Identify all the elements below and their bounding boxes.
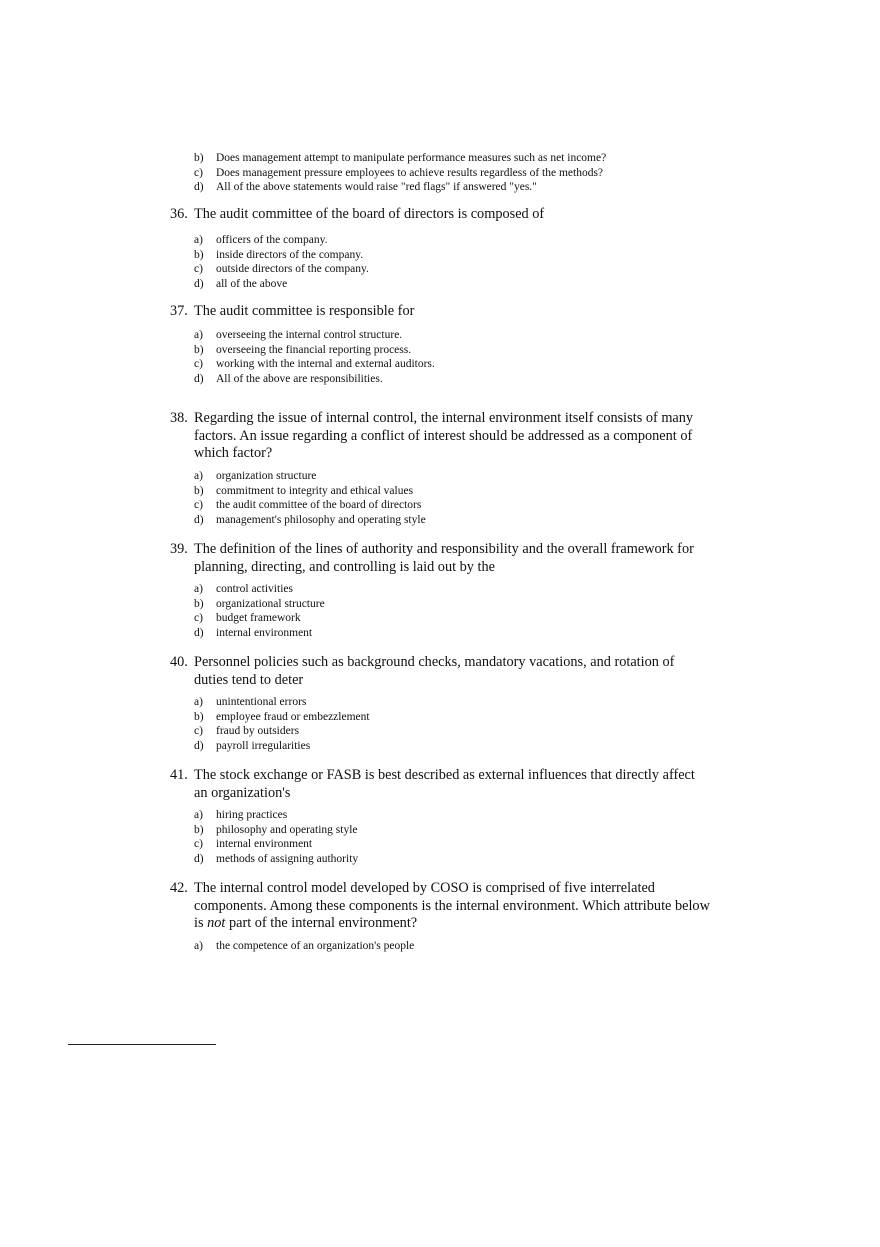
question-text xyxy=(194,880,710,933)
question-text: The audit committee is responsible for xyxy=(194,303,415,319)
option-letter: b) xyxy=(194,823,204,836)
option-letter: d) xyxy=(194,181,204,193)
continued-options-list xyxy=(194,151,606,195)
question-text-before: The internal control model developed by COSO is comprised of five interrelated components. Among these components is the internal environment. Which attribute below is xyxy=(194,880,710,931)
option-item xyxy=(194,262,369,277)
option-letter: c) xyxy=(194,725,203,737)
option-item xyxy=(194,695,370,710)
question-number: 39. xyxy=(170,541,188,557)
option-text: Does management pressure employees to achieve results regardless of the methods? xyxy=(216,166,604,179)
option-item xyxy=(194,626,325,641)
option-text: all of the above xyxy=(216,277,288,290)
question-36 xyxy=(170,206,710,224)
option-item xyxy=(194,611,325,626)
question-text: The definition of the lines of authority and responsibility and the overall framework for planning, directing, and controlling is laid out by the xyxy=(194,541,694,575)
option-item xyxy=(194,852,358,867)
option-text: methods of assigning authority xyxy=(216,852,359,865)
question-41 xyxy=(170,767,710,802)
option-letter: c) xyxy=(194,838,203,850)
question-number: 41. xyxy=(170,767,188,783)
option-text: Does management attempt to manipulate performance measures such as net income? xyxy=(216,152,607,164)
option-text: organization structure xyxy=(216,470,317,482)
question-39-options xyxy=(194,582,325,640)
option-letter: a) xyxy=(194,329,203,341)
option-item xyxy=(194,180,606,195)
option-text: internal environment xyxy=(216,838,313,850)
option-item xyxy=(194,343,435,358)
option-text: inside directors of the company. xyxy=(216,248,364,261)
option-letter: a) xyxy=(194,809,203,821)
option-item xyxy=(194,372,435,387)
option-item xyxy=(194,710,370,725)
option-letter: c) xyxy=(194,166,203,179)
footnote-separator xyxy=(68,1044,216,1045)
option-item xyxy=(194,808,358,823)
option-item xyxy=(194,498,426,513)
option-item xyxy=(194,837,358,852)
option-letter: b) xyxy=(194,597,204,610)
question-41-options xyxy=(194,808,358,866)
option-text: All of the above are responsibilities. xyxy=(216,372,383,385)
option-text: management's philosophy and operating style xyxy=(216,513,426,526)
option-text: overseeing the financial reporting process. xyxy=(216,343,412,356)
option-text: employee fraud or embezzlement xyxy=(216,710,370,723)
option-text: unintentional errors xyxy=(216,696,307,708)
option-letter: a) xyxy=(194,940,203,952)
option-letter: b) xyxy=(194,710,204,723)
option-text: working with the internal and external auditors. xyxy=(216,358,435,370)
option-text: control activities xyxy=(216,583,293,595)
option-text: philosophy and operating style xyxy=(216,823,358,836)
option-letter: d) xyxy=(194,513,204,526)
question-text: Personnel policies such as background checks, mandatory vacations, and rotation of duties tend to deter xyxy=(194,654,675,688)
option-letter: d) xyxy=(194,739,204,752)
question-text: Regarding the issue of internal control, the internal environment itself consists of many factors. An issue regarding a conflict of interest should be addressed as a component of which factor? xyxy=(194,410,694,461)
option-text: internal environment xyxy=(216,626,313,639)
option-text: budget framework xyxy=(216,612,301,624)
question-36-options xyxy=(194,233,369,291)
option-letter: c) xyxy=(194,499,203,511)
question-38-options xyxy=(194,469,426,527)
option-text: the audit committee of the board of directors xyxy=(216,499,422,511)
option-item xyxy=(194,166,606,181)
option-item xyxy=(194,248,369,263)
option-letter: a) xyxy=(194,583,203,595)
option-item xyxy=(194,724,370,739)
option-item xyxy=(194,823,358,838)
question-42-options xyxy=(194,939,414,954)
question-38 xyxy=(170,410,710,463)
option-item xyxy=(194,151,606,166)
option-letter: d) xyxy=(194,852,204,865)
option-letter: b) xyxy=(194,248,204,261)
option-letter: b) xyxy=(194,152,204,164)
option-text: hiring practices xyxy=(216,809,288,821)
option-text: payroll irregularities xyxy=(216,739,311,752)
option-item xyxy=(194,513,426,528)
option-text: fraud by outsiders xyxy=(216,725,300,737)
question-text: The audit committee of the board of directors is composed of xyxy=(194,206,545,222)
option-item xyxy=(194,597,325,612)
question-42 xyxy=(170,880,710,933)
option-item xyxy=(194,328,435,343)
option-letter: c) xyxy=(194,358,203,370)
question-text-after: part of the internal environment? xyxy=(225,915,418,931)
option-letter: a) xyxy=(194,696,203,708)
option-item xyxy=(194,939,414,954)
option-letter: d) xyxy=(194,626,204,639)
question-number: 40. xyxy=(170,654,188,670)
question-number: 42. xyxy=(170,880,188,896)
option-text: overseeing the internal control structure. xyxy=(216,329,403,341)
question-number: 38. xyxy=(170,410,188,426)
question-37-options xyxy=(194,328,435,386)
option-text: commitment to integrity and ethical values xyxy=(216,484,414,497)
option-letter: c) xyxy=(194,612,203,624)
option-letter: c) xyxy=(194,263,203,275)
option-item xyxy=(194,357,435,372)
option-item xyxy=(194,739,370,754)
question-number: 37. xyxy=(170,303,188,319)
option-letter: a) xyxy=(194,234,203,246)
option-item xyxy=(194,582,325,597)
option-text: the competence of an organization's people xyxy=(216,940,415,952)
option-item xyxy=(194,233,369,248)
question-text-emphasis: not xyxy=(207,915,226,931)
question-39 xyxy=(170,541,710,576)
question-text: The stock exchange or FASB is best described as external influences that directly affect an organization's xyxy=(194,767,695,801)
option-text: All of the above statements would raise "red flags" if answered "yes." xyxy=(216,181,537,193)
option-text: outside directors of the company. xyxy=(216,263,369,275)
option-letter: d) xyxy=(194,372,204,385)
option-letter: a) xyxy=(194,470,203,482)
question-37 xyxy=(170,303,710,321)
option-item xyxy=(194,484,426,499)
option-letter: b) xyxy=(194,484,204,497)
question-number: 36. xyxy=(170,206,188,222)
question-40 xyxy=(170,654,710,689)
option-item xyxy=(194,277,369,292)
option-letter: b) xyxy=(194,343,204,356)
question-40-options xyxy=(194,695,370,753)
option-item xyxy=(194,469,426,484)
option-text: organizational structure xyxy=(216,597,325,610)
option-text: officers of the company. xyxy=(216,234,328,246)
option-letter: d) xyxy=(194,277,204,290)
